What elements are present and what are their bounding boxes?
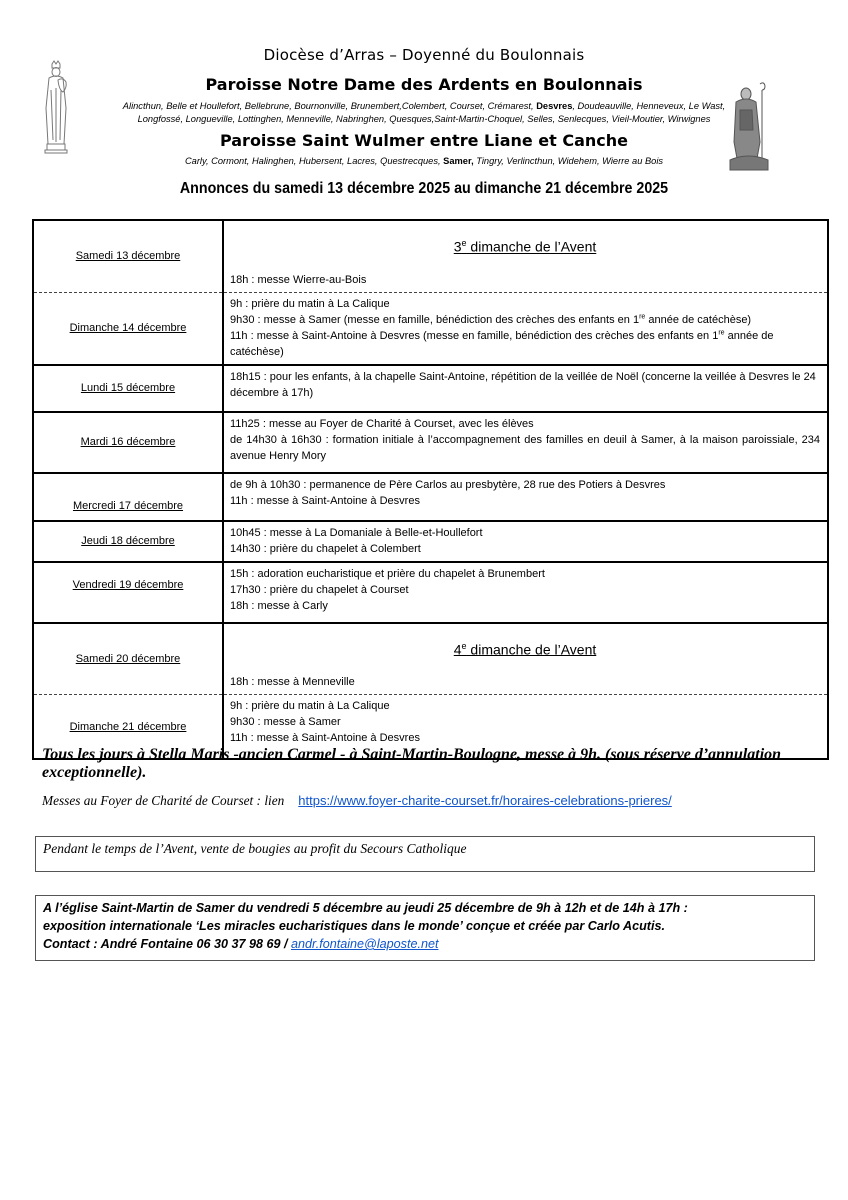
parish1-heading: Paroisse Notre Dame des Ardents en Boulonnais [205,75,643,94]
table-row [33,365,828,412]
schedule-table [32,219,829,760]
day-cell [33,412,223,473]
foyer-link[interactable]: https://www.foyer-charite-courset.fr/horaires-celebrations-prieres/ [298,793,672,808]
day-cell [33,365,223,412]
event-line: 14h30 : prière du chapelet à Colembert [230,542,421,555]
day-cell [33,623,223,695]
diocese-heading: Diocèse d’Arras – Doyenné du Boulonnais [263,46,585,64]
day-label: Samedi 13 décembre [75,250,181,263]
event-line: de 9h à 10h30 : permanence de Père Carlos au presbytère, 28 rue des Potiers à Desvres [230,478,666,491]
sunday-title-text: dimanche de l’Avent [466,641,597,658]
events-cell [223,473,828,521]
contact-text: Contact : André Fontaine 06 30 37 98 69 / [43,937,291,951]
day-cell [33,473,223,521]
exhibition-box [35,895,815,961]
sunday-title [230,234,820,256]
event-line: 18h : messe à Menneville [230,676,355,689]
ordinal-sup: re [639,313,646,320]
villages-text: Alincthun, Belle et Houllefort, Bellebrune, Bournonville, Brunembert,Colembert, Courset, Crémarest, [122,101,537,111]
event-text: année de catéchèse) [230,329,774,358]
sunday-title-text: dimanche de l’Avent [466,238,597,255]
events-cell [223,412,828,473]
villages-text: , Doudeauville, Henneveux, Le Wast, [572,101,726,111]
event-line: 18h15 : pour les enfants, à la chapelle Saint-Antoine, répétition de la veillée de Noël (concerne la veillée à Desvres le 24 décembre à 17h) [230,370,816,399]
ordinal-sup: re [718,329,725,336]
day-cell [33,521,223,562]
day-label: Dimanche 14 décembre [69,322,187,335]
foyer-label: Messes au Foyer de Charité de Courset : lien [42,793,285,808]
parish1-villages [0,100,848,126]
event-text: année de catéchèse) [645,313,752,326]
table-row [33,292,828,365]
events-cell [223,623,828,695]
exhibition-text [36,896,814,953]
table-row [33,521,828,562]
sunday-number: 4 [453,641,462,658]
advent-candles-text: Pendant le temps de l’Avent, vente de bougies au profit du Secours Catholique [43,841,467,856]
day-label: Dimanche 21 décembre [69,720,187,733]
sunday-title [230,637,820,659]
event-line: 10h45 : messe à La Domaniale à Belle-et-Houllefort [230,526,483,539]
villages-bold: Desvres [536,101,573,111]
table-row [33,473,828,521]
stella-maris-note: Tous les jours à Stella Maris -ancien Carmel - à Saint-Martin-Boulogne, messe à 9h. (sous réserve d’annulation exceptionnelle). [42,746,782,781]
events-cell [223,521,828,562]
events-cell [223,220,828,292]
day-label: Vendredi 19 décembre [72,578,184,591]
day-label: Samedi 20 décembre [75,652,181,665]
advent-candles-box [35,836,815,872]
sunday-sup: e [461,238,467,248]
villages-bold: Samer, [443,156,474,166]
event-line: 18h : messe Wierre-au-Bois [230,273,367,286]
sunday-sup: e [461,640,467,651]
exhibition-line: A l’église Saint-Martin de Samer du vendredi 5 décembre au jeudi 25 décembre de 9h à 12h et de 14h à 17h : [43,901,688,915]
event-line: 11h : messe à Saint-Antoine à Desvres [230,494,420,507]
day-label: Lundi 15 décembre [80,382,176,395]
event-text: 11h : messe à Saint-Antoine à Desvres (messe en famille, bénédiction des crèches des enfants en 1 [230,329,719,342]
table-row [33,220,828,292]
day-cell [33,562,223,623]
day-cell [33,292,223,365]
event-line: 17h30 : prière du chapelet à Courset [230,583,409,596]
villages-text: Longfossé, Longueville, Lottinghen, Menneville, Nabringhen, Quesques,Saint-Martin-Choquel, Selles, Senlecques, Vieil-Moutier, Wirwignes [137,114,711,124]
event-line: de 14h30 à 16h30 : formation initiale à l’accompagnement des familles en deuil à Samer, à la maison paroissiale, 234 avenue Henry Mory [230,433,820,462]
event-line: 9h : prière du matin à La Calique [230,700,390,713]
table-row [33,562,828,623]
day-label: Mardi 16 décembre [80,436,176,449]
table-row [33,623,828,695]
parish2-heading: Paroisse Saint Wulmer entre Liane et Canche [219,131,629,150]
day-label: Jeudi 18 décembre [81,535,175,548]
event-text: 9h30 : messe à Samer (messe en famille, bénédiction des crèches des enfants en 1 [230,313,640,326]
event-line: 11h25 : messe au Foyer de Charité à Courset, avec les élèves [230,417,534,430]
event-line: 9h : prière du matin à La Calique [230,297,390,310]
events-cell [223,562,828,623]
day-label: Mercredi 17 décembre [72,499,184,512]
foyer-note [42,793,672,809]
event-line: 9h30 : messe à Samer [230,716,341,729]
contact-email-link[interactable]: andr.fontaine@laposte.net [291,937,439,951]
villages-text: Tingry, Verlincthun, Widehem, Wierre au Bois [473,156,664,166]
events-cell [223,365,828,412]
exhibition-line: exposition internationale ‘Les miracles eucharistiques dans le monde’ conçue et créée par Carlo Acutis. [43,919,665,933]
sunday-number: 3 [453,238,462,255]
events-cell [223,292,828,365]
event-line: 15h : adoration eucharistique et prière du chapelet à Brunembert [230,567,545,580]
event-line [230,312,820,328]
saint-statue-image [726,80,772,174]
event-line: 11h : messe à Saint-Antoine à Desvres [230,732,420,745]
event-line [230,328,820,360]
day-cell [33,220,223,292]
virgin-statue-image [38,60,74,156]
table-row [33,412,828,473]
announcement-title: Annonces du samedi 13 décembre 2025 au dimanche 21 décembre 2025 [179,180,669,197]
parish2-villages [0,156,848,166]
event-line: 18h : messe à Carly [230,599,328,612]
villages-text: Carly, Cormont, Halinghen, Hubersent, Lacres, Questrecques, [184,156,444,166]
